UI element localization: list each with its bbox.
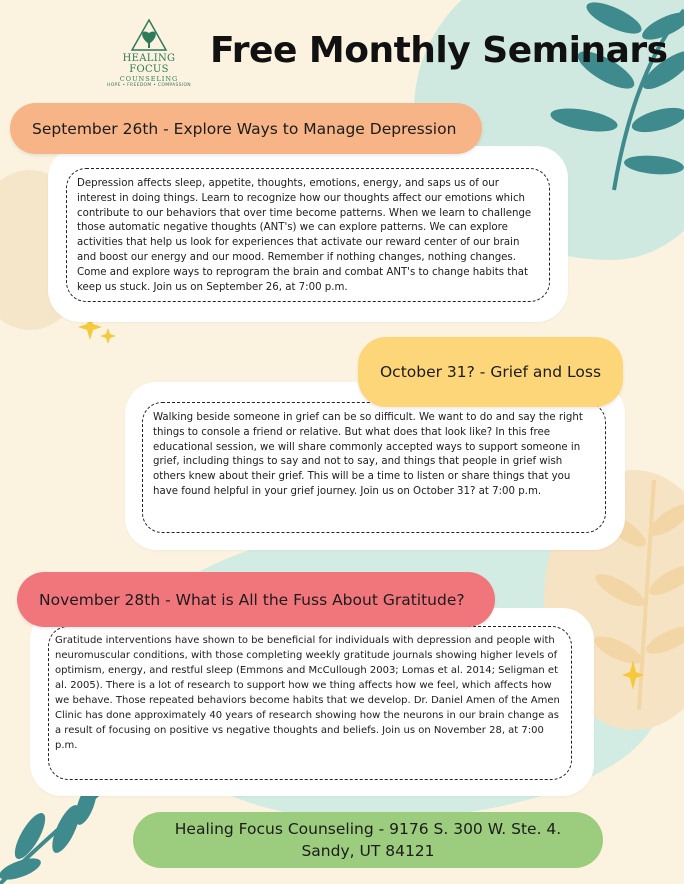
- logo-name: HEALING FOCUS: [122, 53, 176, 75]
- healing-focus-logo: [103, 18, 195, 88]
- seminar-heading-october: October 31? - Grief and Loss: [358, 337, 623, 407]
- page-title: Free Monthly Seminars: [210, 30, 668, 71]
- logo-subtitle: COUNSELING: [119, 75, 179, 83]
- footer-address-line-1: Healing Focus Counseling - 9176 S. 300 W. Ste. 4.: [174, 820, 562, 838]
- seminar-card-october: [125, 382, 625, 550]
- logo-tagline: HOPE • FREEDOM • COMPASSION: [107, 83, 191, 88]
- sparkle-icon: [622, 660, 644, 690]
- seminar-description: Walking beside someone in grief can be so difficult. We want to do and say the right things to console a friend or relative. But what does that look like? In this free educational session, we will share commonly accepted ways to support someone in grief, including things to say and not to say, and things that people in grief wish others knew about their grief. This will be a time to listen or share things that you have found helpful in your grief journey. Join us on October 31? at 7:00 p.m.: [142, 402, 606, 533]
- seminar-description: Gratitude interventions have shown to be beneficial for individuals with depression and people with neuromuscular conditions, with those completing weekly gratitude journals showing higher levels of optimism, energy, and restful sleep (Emmons and McCullough 2003; Lomas et al. 2014; Seligman et al. 2005). There is a lot of research to support how we thing affects how we feel, which affects how we behave. Those repeated behaviors become habits that we develop. Dr. Daniel Amen of the Amen Clinic has done approximately 40 years of research showing how the neurons in our brain change as a result of focusing on positive vs negative thoughts and beliefs. Join us on November 28, at 7:00 p.m.: [48, 626, 572, 780]
- heart-tree-triangle-icon: [130, 18, 168, 52]
- footer-address: [133, 812, 603, 868]
- seminar-heading-november: November 28th - What is All the Fuss About Gratitude?: [17, 572, 495, 627]
- seminar-card-november: [30, 608, 594, 796]
- seminar-card-september: [48, 146, 568, 322]
- seminar-description: Depression affects sleep, appetite, thoughts, emotions, energy, and saps us of our interest in doing things. Learn to recognize how our thoughts affect our emotions which contribute to our behaviors that over time become patterns. When we learn to challenge those automatic negative thoughts (ANT's) we can explore patterns. We can explore activities that help us look for experiences that activate our reward center of our brain and boost our energy and our mood. Remember if nothing changes, nothing changes. Come and explore ways to reprogram the brain and combat ANT's to change habits that keep us stuck. Join us on September 26, at 7:00 p.m.: [66, 168, 550, 302]
- footer-address-line-2: Sandy, UT 84121: [301, 842, 435, 860]
- seminar-heading-september: September 26th - Explore Ways to Manage Depression: [10, 103, 482, 154]
